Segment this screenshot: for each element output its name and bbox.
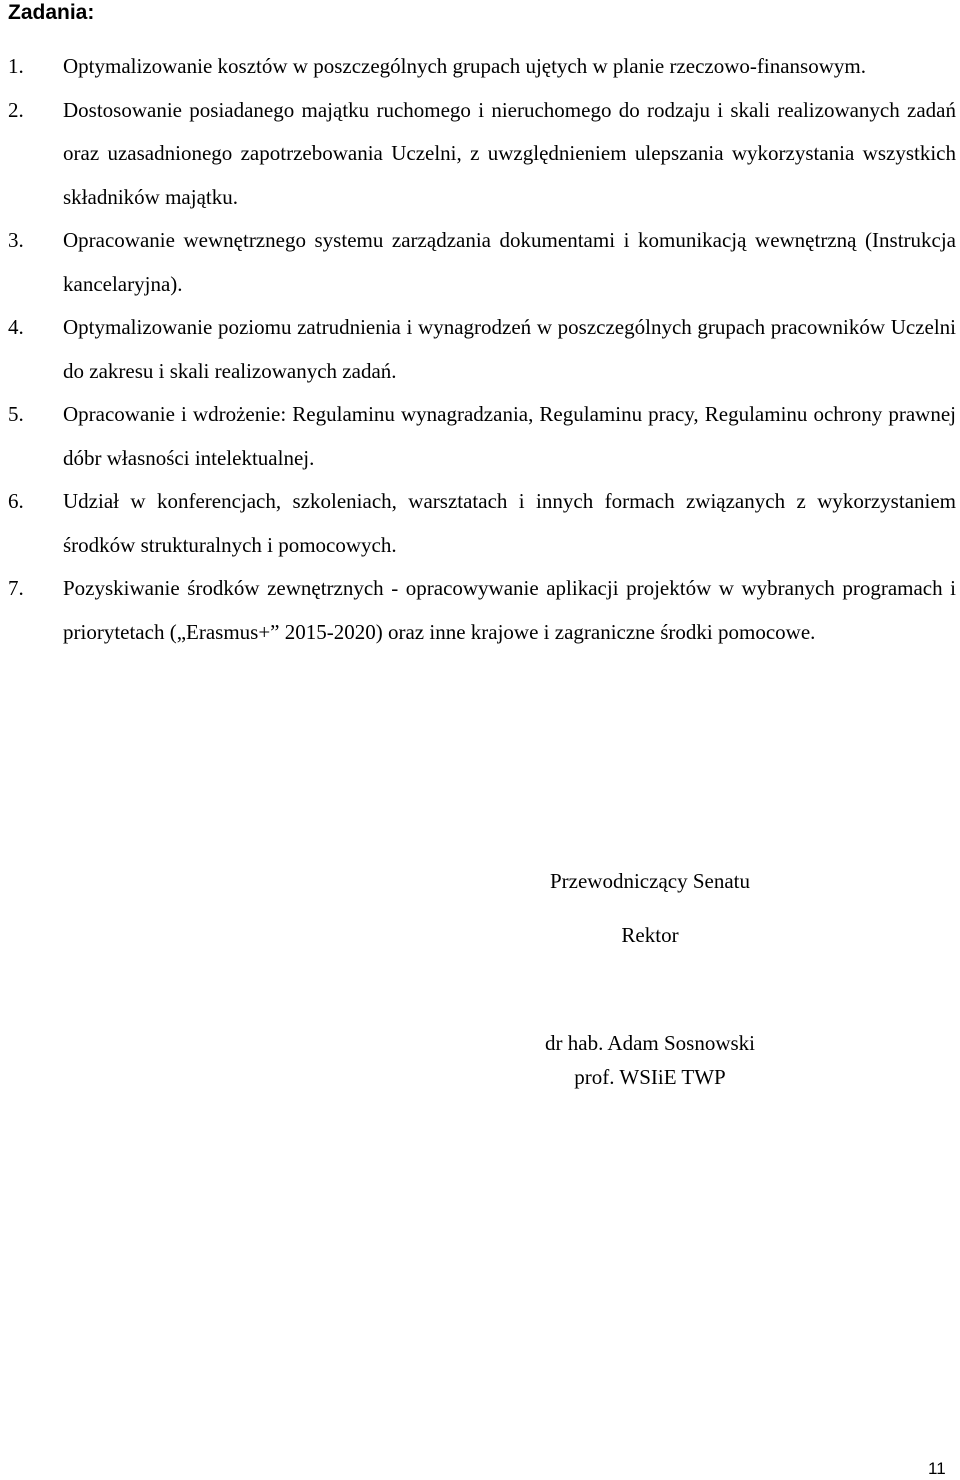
task-text: Opracowanie i wdrożenie: Regulaminu wynagradzania, Regulaminu pracy, Regulaminu ochrony prawnej dóbr własności intelektualnej.	[63, 402, 956, 470]
task-text: Opracowanie wewnętrznego systemu zarządzania dokumentami i komunikacją wewnętrzną (Instrukcja kancelaryjna).	[63, 228, 956, 296]
task-number: 6.	[8, 489, 24, 513]
signature-position: prof. WSIiE TWP	[574, 1065, 726, 1089]
task-text: Optymalizowanie poziomu zatrudnienia i wynagrodzeń w poszczególnych grupach pracowników Uczelni do zakresu i skali realizowanych zadań.	[63, 315, 956, 383]
task-number: 7.	[8, 576, 24, 600]
task-text: Optymalizowanie kosztów w poszczególnych grupach ujętych w planie rzeczowo-finansowym.	[63, 54, 866, 78]
list-item	[8, 45, 956, 89]
task-text: Dostosowanie posiadanego majątku ruchomego i nieruchomego do rodzaju i skali realizowanych zadań oraz uzasadnionego zapotrzebowania Uczelni, z uwzględnieniem ulepszania wykorzystania wszystkich składników majątku.	[63, 97, 956, 209]
task-number: 3.	[8, 228, 24, 252]
signature-name: dr hab. Adam Sosnowski	[545, 1031, 755, 1055]
task-number: 5.	[8, 402, 24, 426]
task-text: Pozyskiwanie środków zewnętrznych - opracowywanie aplikacji projektów w wybranych programach i priorytetach („Erasmus+” 2015-2020) oraz inne krajowe i zagraniczne środki pomocowe.	[63, 576, 956, 644]
signature-role: Rektor	[621, 923, 679, 947]
list-item	[8, 306, 956, 393]
list-item	[8, 567, 956, 654]
list-item	[8, 219, 956, 306]
section-heading: Zadania:	[8, 1, 95, 24]
task-number: 1.	[8, 54, 24, 78]
list-item	[8, 480, 956, 567]
page-number: 11	[928, 1459, 946, 1478]
task-list	[8, 45, 956, 654]
list-item	[8, 89, 956, 220]
task-number: 2.	[8, 97, 24, 122]
list-item	[8, 393, 956, 480]
signature-title: Przewodniczący Senatu	[549, 869, 750, 893]
task-number: 4.	[8, 315, 24, 339]
task-text: Udział w konferencjach, szkoleniach, warsztatach i innych formach związanych z wykorzystaniem środków strukturalnych i pomocowych.	[63, 489, 956, 557]
